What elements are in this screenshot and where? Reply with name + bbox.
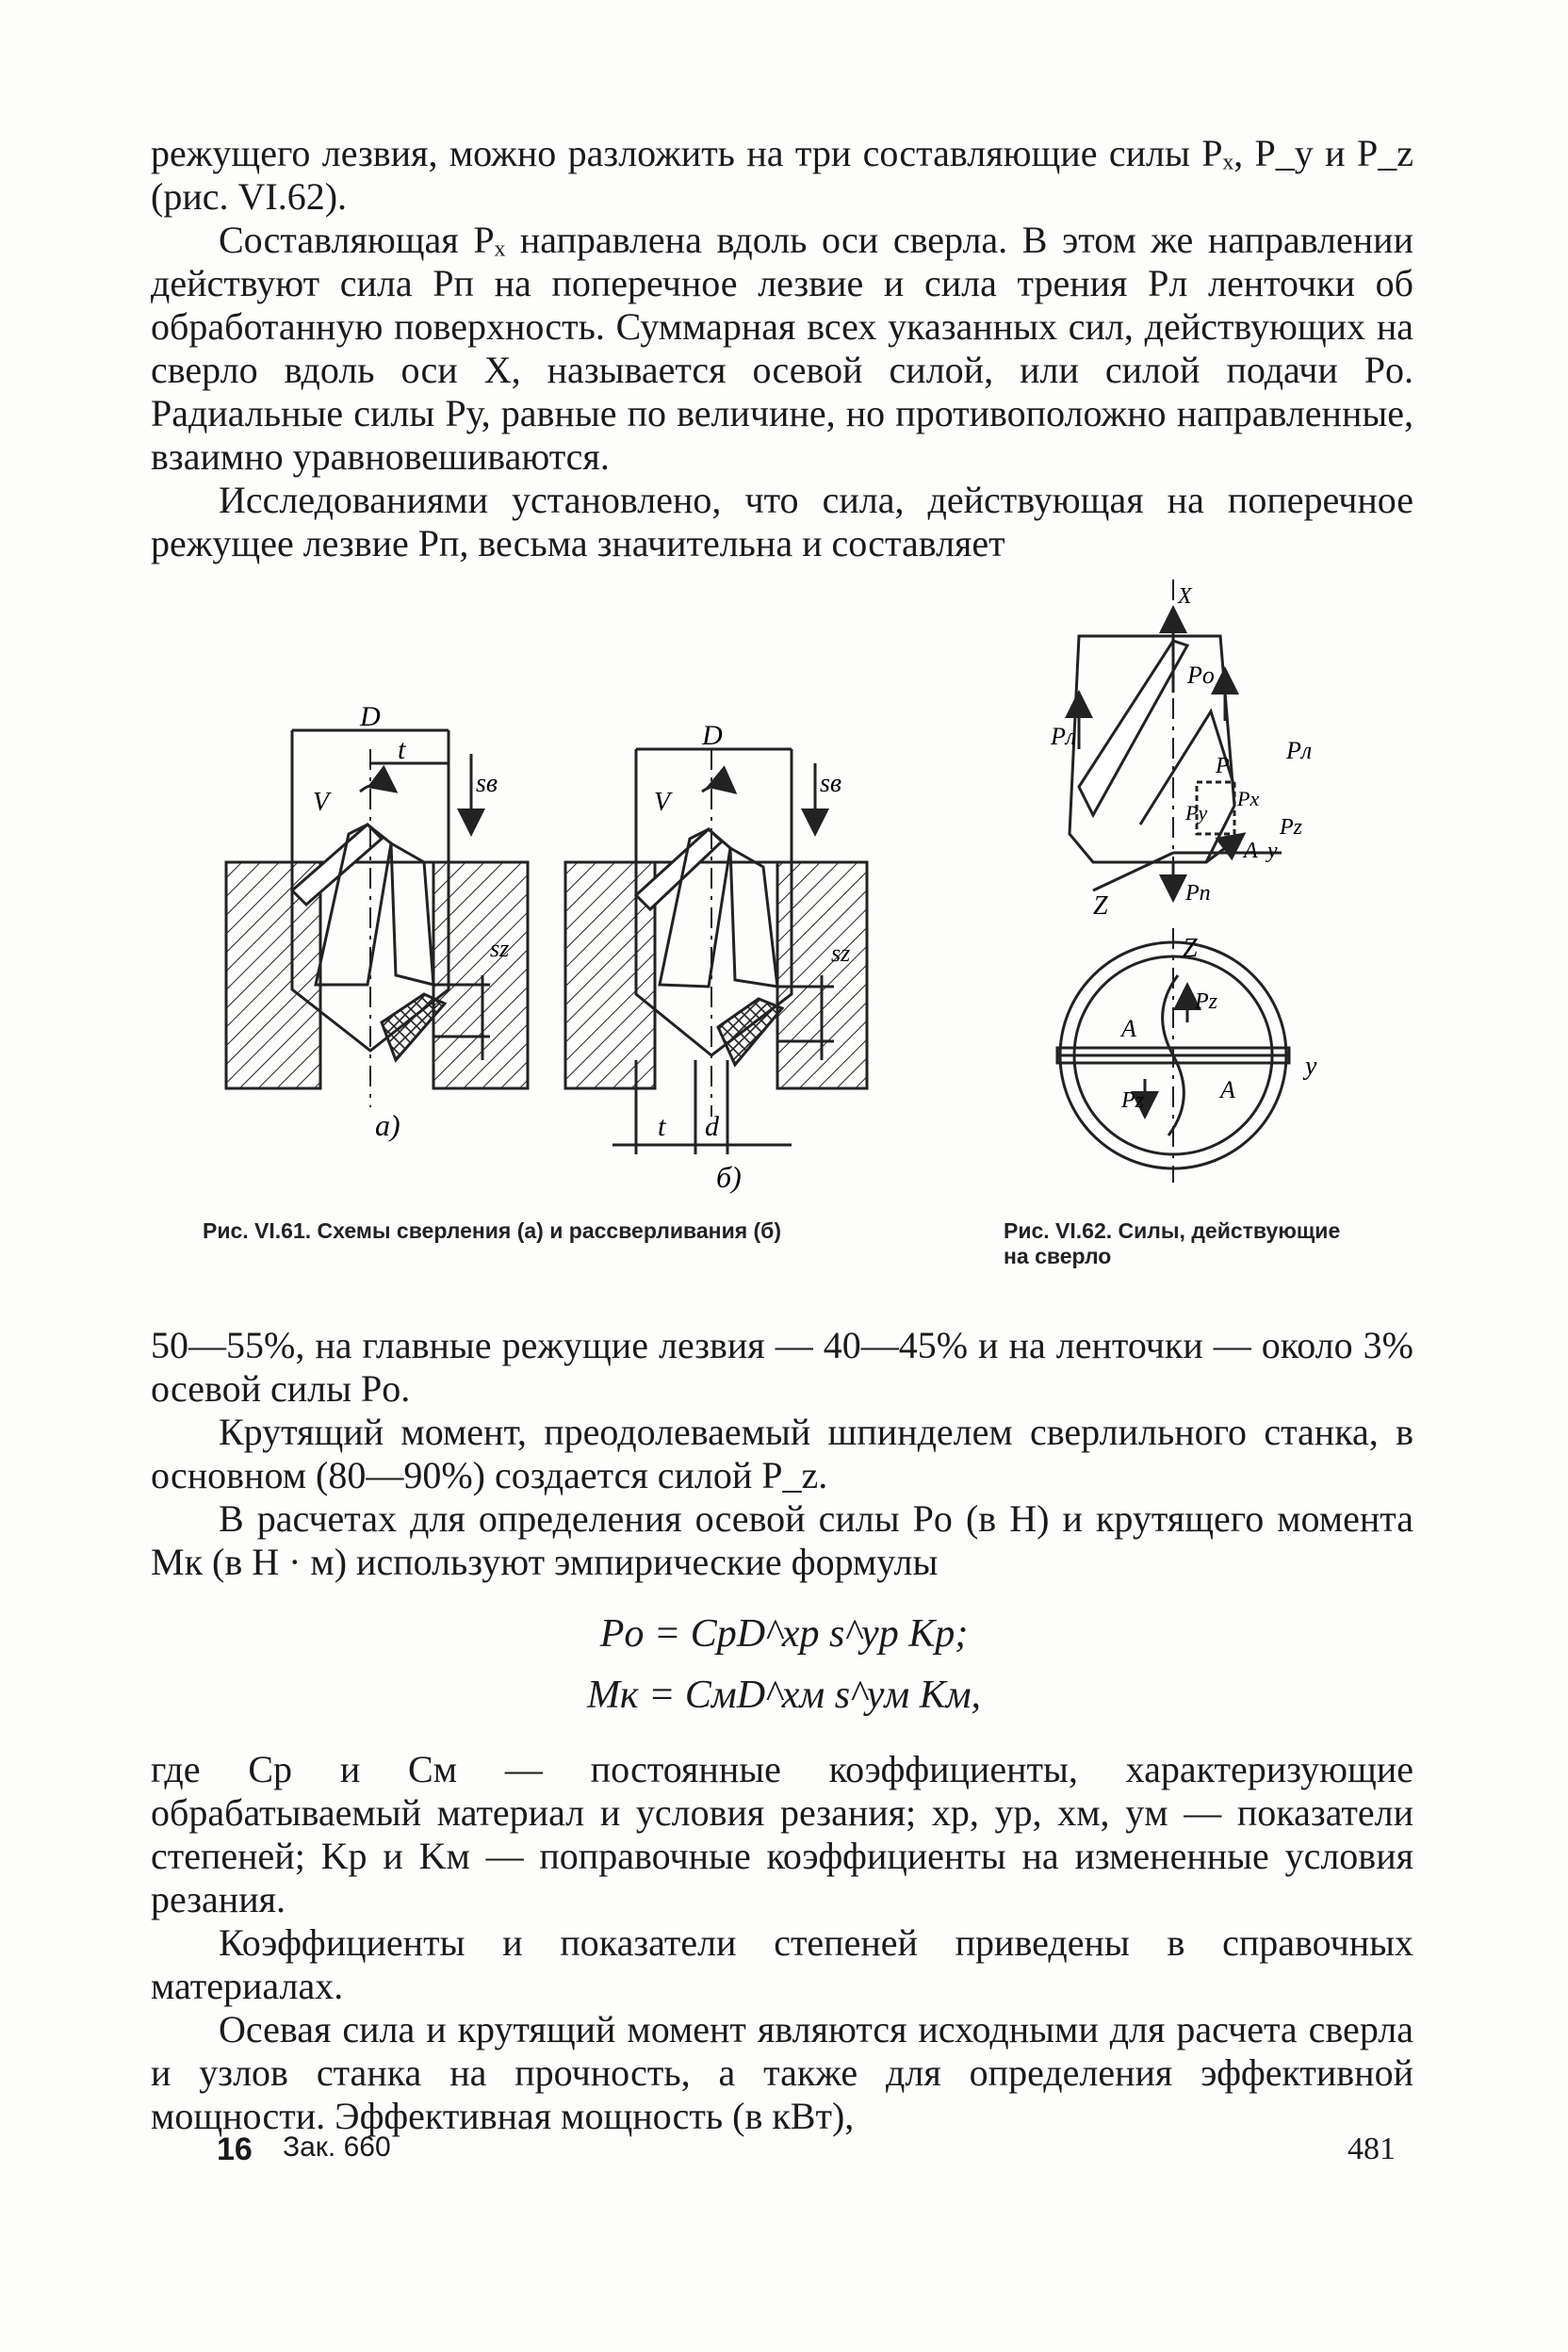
- label-Po: Pо: [1187, 662, 1215, 689]
- label-Pz-upper: Pz: [1195, 989, 1217, 1014]
- label-Pl-left: Pл: [1051, 723, 1077, 750]
- label-Pl-right: Pл: [1286, 737, 1313, 764]
- label-sv-b: sв: [820, 769, 842, 798]
- label-X: X: [1178, 584, 1192, 609]
- label-y-top: y: [1267, 839, 1278, 863]
- paragraph-8: Коэффициенты и показатели степеней приведены в справочных материалах.: [151, 1921, 1413, 2007]
- label-y-right: y: [1305, 1052, 1317, 1081]
- paragraph-9: Осевая сила и крутящий момент являются исходными для расчета сверла и узлов станка на прочность, а также для определения эффективной мощности. Эффективная мощность (в кВт),: [151, 2008, 1413, 2137]
- formula-force: Pо = CрD^xр s^yр Kр;: [599, 1612, 969, 1656]
- paragraph-4: 50—55%, на главные режущие лезвия — 40—45% и на ленточки — около 3% осевой силы Pо.: [151, 1324, 1413, 1410]
- label-Px: Px: [1237, 787, 1260, 810]
- mid-text: [151, 1324, 1413, 1584]
- dim-D-b: D: [702, 720, 723, 751]
- paragraph-6: В расчетах для определения осевой силы Pо (в Н) и крутящего момента Mк (в Н · м) используют эмпирические формулы: [151, 1497, 1413, 1583]
- footer-order: Зак. 660: [283, 2132, 391, 2163]
- label-Pz-top: Pz: [1280, 815, 1302, 840]
- figures: [151, 580, 1413, 1277]
- bottom-text: [151, 1748, 1413, 2138]
- label-sz-b: sz: [831, 939, 851, 967]
- dim-d-b: d: [705, 1111, 719, 1142]
- sublabel-b: б): [716, 1160, 742, 1194]
- footer-signature: 16: [217, 2132, 253, 2167]
- label-A-top: A: [1244, 839, 1258, 863]
- caption-fig62: Рис. VI.62. Силы, действующие на сверло: [1004, 1218, 1341, 1268]
- label-V-b: V: [654, 788, 671, 817]
- page-number: 481: [1348, 2132, 1396, 2166]
- dim-t-a: t: [398, 734, 406, 765]
- label-P: P: [1216, 754, 1230, 778]
- caption-fig61: Рис. VI.61. Схемы сверления (а) и рассверливания (б): [203, 1218, 782, 1243]
- paragraph-1: режущего лезвия, можно разложить на три составляющие силы Pₓ, P_y и P_z (рис. VI.62).: [151, 132, 1413, 218]
- fig61-reaming-b: [565, 749, 867, 1154]
- paragraph-7: где Cр и Cм — постоянные коэффициенты, характеризующие обрабатываемый материал и условия резания; xр, yр, xм, yм — показатели степеней; Kр и Kм — поправочные коэффициенты на измененные условия резания.: [151, 1748, 1413, 1920]
- label-Py: Py: [1185, 801, 1208, 825]
- dim-t-b: t: [658, 1111, 666, 1142]
- paragraph-2: Составляющая Pₓ направлена вдоль оси сверла. В этом же направлении действуют сила Pп на поперечное лезвие и сила трения Pл ленточки об обработанную поверхность. Суммарная всех указанных сил, действующих на сверло вдоль оси X, называется осевой силой, или силой подачи Pо. Радиальные силы Pу, равные по величине, но противоположно направленные, взаимно уравновешиваются.: [151, 219, 1413, 478]
- label-Pn: Pп: [1185, 881, 1211, 906]
- sublabel-a: a): [375, 1108, 400, 1142]
- label-A-left: A: [1121, 1015, 1136, 1042]
- label-sz-a: sz: [490, 935, 510, 962]
- paragraph-5: Крутящий момент, преодолеваемый шпинделем сверлильного станка, в основном (80—90%) создается силой P_z.: [151, 1411, 1413, 1496]
- label-Z-top: Z: [1093, 891, 1108, 921]
- dim-D-a: D: [360, 701, 381, 732]
- top-text: [151, 132, 1413, 565]
- label-A-right: A: [1220, 1076, 1235, 1103]
- fig62-drill-forces: [1057, 580, 1289, 1183]
- formula-moment: Mк = CмD^xм s^yм Kм,: [586, 1674, 982, 1717]
- label-Pz-lower: Pz: [1121, 1088, 1144, 1113]
- paragraph-3: Исследованиями установлено, что сила, действующая на поперечное режущее лезвие Pп, весьма значительна и составляет: [151, 479, 1413, 564]
- label-sv-a: sв: [476, 769, 498, 798]
- label-Z-bottom: Z: [1183, 934, 1198, 963]
- label-V-a: V: [313, 788, 330, 817]
